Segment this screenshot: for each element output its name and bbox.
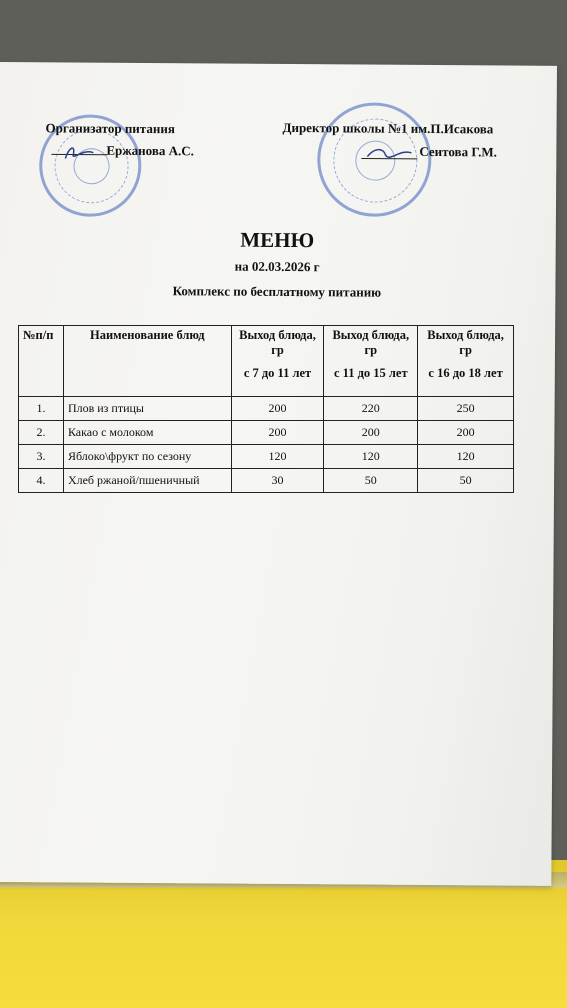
row-dish: Какао с молоком [63, 421, 231, 445]
organizer-signature [49, 140, 109, 162]
table-header-row [19, 326, 514, 397]
table-row [19, 469, 514, 493]
header-col1-sub: с 7 до 11 лет [243, 366, 312, 380]
row-dish: Яблоко\фрукт по сезону [63, 445, 231, 469]
row-dish: Плов из птицы [63, 397, 231, 421]
organizer-title: Организатор питания [45, 120, 175, 137]
header-col3 [418, 326, 514, 397]
menu-subtitle: Комплекс по бесплатному питанию [172, 283, 382, 300]
row-value-col1: 200 [231, 397, 324, 421]
row-value-col3: 120 [418, 445, 514, 469]
header-col3-top: Выход блюда, гр [427, 328, 504, 357]
director-signature [359, 143, 419, 165]
row-num: 4. [19, 469, 64, 493]
menu-date: на 02.03.2026 г [234, 258, 320, 275]
header-col3-sub: с 16 до 18 лет [428, 366, 503, 380]
table-row [19, 397, 514, 421]
table-row [19, 445, 514, 469]
director-title: Директор школы №1 им.П.Исакова [282, 119, 494, 137]
row-value-col1: 30 [231, 469, 324, 493]
row-value-col1: 200 [231, 421, 324, 445]
menu-table [18, 325, 514, 493]
header-num: №п/п [19, 326, 64, 397]
header-col1-top: Выход блюда, гр [239, 328, 316, 357]
row-value-col3: 200 [418, 421, 514, 445]
row-num: 2. [19, 421, 64, 445]
table-row [19, 421, 514, 445]
row-num: 3. [19, 445, 64, 469]
header-col1 [231, 326, 324, 397]
row-value-col2: 200 [324, 421, 418, 445]
director-name: Сеитова Г.М. [419, 143, 497, 160]
header-col2-top: Выход блюда, гр [332, 328, 410, 357]
header-col2-sub: с 11 до 15 лет [333, 366, 408, 380]
row-value-col2: 220 [324, 397, 418, 421]
header-col2 [324, 326, 418, 397]
menu-title: МЕНЮ [240, 227, 315, 253]
row-dish: Хлеб ржаной/пшеничный [63, 469, 231, 493]
row-value-col3: 50 [418, 469, 514, 493]
row-value-col1: 120 [231, 445, 324, 469]
row-value-col3: 250 [418, 397, 514, 421]
row-num: 1. [19, 397, 64, 421]
organizer-name: Ержанова А.С. [106, 142, 194, 159]
row-value-col2: 120 [324, 445, 418, 469]
row-value-col2: 50 [324, 469, 418, 493]
header-name: Наименование блюд [63, 326, 231, 397]
